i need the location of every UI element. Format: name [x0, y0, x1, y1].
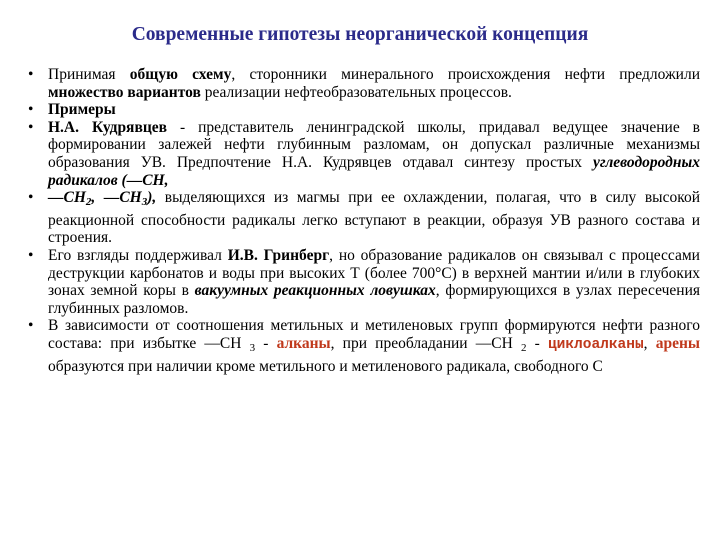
text: -: [255, 334, 277, 352]
formula-close: ),: [147, 189, 157, 207]
text: ,: [643, 334, 656, 352]
ch2-subscript: 2: [520, 341, 527, 354]
text: Его взгляды поддерживал: [48, 246, 228, 264]
examples-heading: Примеры: [48, 101, 116, 119]
grinberg-name: И.В. Гринберг: [227, 246, 330, 264]
radicals-term: углеводородных радикалов (—СН,: [48, 153, 700, 189]
cycloalkanes-term: циклоалканы: [547, 336, 644, 353]
alkanes-term: алканы: [276, 334, 331, 352]
page-title: Современные гипотезы неорганической концепция: [131, 24, 589, 45]
ch3-formula: , —СН: [91, 189, 142, 207]
text: образуются при наличии кроме метильного и метиленового радикала, свободного С: [48, 357, 603, 375]
bullet-item-grinberg: [28, 247, 700, 317]
ch2-formula: —СН: [48, 189, 86, 207]
text: - представитель ленинградской школы, придавал ведущее значение в формировании залежей нефти глубинным разломам, он допускал различные механизмы образования УВ. Предпочтение Н.А. Кудрявцев отдавал синтезу простых: [48, 118, 700, 171]
ch3-subscript: 3: [249, 341, 256, 354]
bullet-item-kudryavtsev: [28, 119, 700, 189]
text: выделяющихся из магмы при ее охлаждении, полагая, что в силу высокой реакционной способности радикалы легко вступают в реакции, образуя УВ разного состава и строения.: [48, 189, 700, 247]
text: , сторонники минерального происхождения нефти предложили: [231, 66, 700, 83]
ch3-subscript: 3: [141, 196, 148, 209]
bullet-item-radicals: [28, 189, 700, 247]
bullet-item-general-scheme: [28, 66, 700, 101]
kudryavtsev-name: Н.А. Кудрявцев: [48, 118, 167, 136]
general-scheme-term: общую схему: [129, 66, 232, 83]
text: , формирующихся в узлах пересечения глубинных разломов.: [48, 282, 700, 317]
text: , при преобладании —СН: [330, 334, 521, 352]
bullet-item-composition: [28, 317, 700, 375]
bullet-list: [28, 66, 700, 375]
ch2-subscript: 2: [85, 196, 92, 209]
text: В зависимости от соотношения метильных и метиленовых групп формируются нефти разного состава: при избытке —СН: [48, 317, 700, 352]
text: реализации нефтеобразовательных процессов.: [200, 83, 512, 101]
arenes-term: арены: [655, 334, 700, 352]
bullet-item-examples: [28, 101, 700, 119]
text: , но образование радикалов он связывал с процессами деструкции карбонатов и воды при высоких Т (более 700°С) в верхней мантии и/или в глубоких зонах земной коры в: [48, 246, 700, 300]
text: Принимая: [48, 66, 130, 83]
many-variants-term: множество вариантов: [48, 83, 201, 101]
text: -: [526, 334, 548, 352]
vacuum-traps-term: вакуумных реакционных ловушках: [194, 282, 436, 300]
